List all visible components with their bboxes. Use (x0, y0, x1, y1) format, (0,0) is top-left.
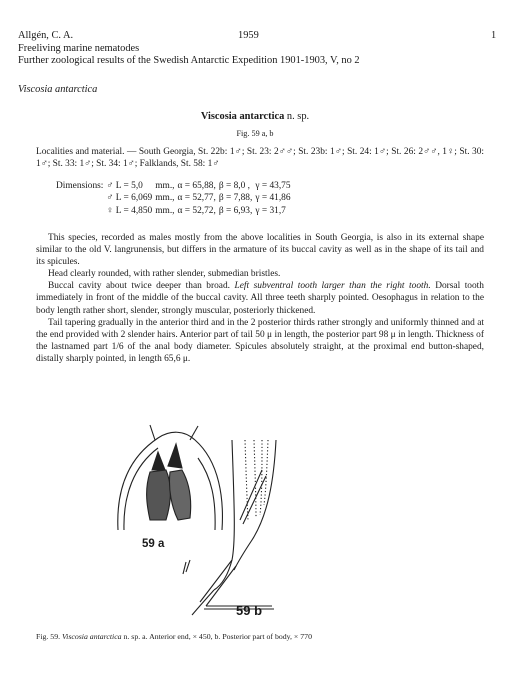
series-title: Freeliving marine nematodes (18, 42, 140, 54)
alpha-cell: α = 52,77, (177, 193, 216, 204)
paragraph-shape: This species, recorded as males mostly from the above localities in South Georgia, is also in its external shape similar to the old V. langrunensis, but differs in the armature of its buccal cavity as well as in the shape of its tail and its spicules. (36, 233, 484, 268)
figure-reference: Fig. 59 a, b (236, 129, 274, 138)
unit-cell: mm., (155, 193, 175, 204)
anterior-end-drawing (118, 425, 223, 530)
posterior-end-drawing (183, 440, 276, 615)
running-header (18, 30, 360, 68)
emphasis-tooth: Left subventral tooth larger than the right tooth. (234, 281, 431, 292)
figure-caption: Fig. 59. Viscosia antarctica n. sp. a. Anterior end, × 450, b. Posterior part of body, × 770 (36, 632, 312, 641)
dimensions-table (56, 180, 294, 217)
alpha-cell: α = 52,72, (177, 205, 216, 216)
description-text (36, 232, 484, 365)
gamma-cell: γ = 43,75 (255, 181, 291, 191)
figure-label-b: 59 b (236, 603, 263, 618)
source-title: Further zoological results of the Swedish Antarctic Expedition 1901-1903, V, no 2 (18, 55, 360, 67)
dimensions-block (56, 180, 294, 217)
species-suffix: n. sp. (284, 111, 310, 122)
dimensions-label: Dimensions: (56, 181, 104, 191)
dimensions-row (56, 205, 294, 217)
gamma-cell: γ = 41,86 (255, 193, 291, 204)
paragraph-buccal-cavity: Buccal cavity about twice deeper than broad. Left subventral tooth larger than the right tooth. Dorsal tooth immediately in front of the middle of the buccal cavity. All three teeth sharply pointed. Oesophagus in relation to the body length rather short, slender, strongly muscular, posteriorly thickened. (36, 281, 484, 316)
paragraph-tail: Tail tapering gradually in the anterior third and in the 2 posterior thirds rather strongly and uniformly thinned and at the end provided with 2 slender hairs. Anterior part of tail 50 μ in length, the posterior part 98 μ in length. Thickness of the lastnamed part 1/6 of the anal body diameter. Spicules absolutely straight, at the proximal end button-shaped, distally sharply pointed, in length 65,6 μ. (36, 317, 484, 364)
species-heading (0, 111, 510, 122)
page-number: 1 (491, 30, 497, 41)
gamma-cell: γ = 31,7 (255, 205, 286, 216)
caption-species: Viscosia antarctica (62, 632, 122, 641)
species-name: Viscosia antarctica (200, 111, 285, 122)
length-cell: ♀ L = 4,850 (106, 205, 153, 216)
unit-cell: mm., (155, 205, 175, 216)
year: 1959 (238, 30, 259, 41)
length-cell: ♂ L = 5,0 (106, 181, 143, 191)
paragraph-head: Head clearly rounded, with rather slender, submedian bristles. (48, 269, 281, 280)
unit-cell: mm., (155, 181, 175, 191)
beta-cell: β = 7,88, (218, 193, 253, 204)
figure-label-a: 59 a (142, 538, 165, 550)
length-cell: ♂ L = 6,069 (106, 193, 153, 204)
section-title: Viscosia antarctica (18, 84, 98, 95)
localities-paragraph: Localities and material. — South Georgia, St. 22b: 1♂; St. 23: 2♂♂; St. 23b: 1♂; St. 24: 1♂; St. 26: 2♂♂, 1♀; St. 30: 1♂; St. 33: 1♂; St. 34: 1♂; Falklands, St. 58: 1♂ (36, 147, 484, 170)
alpha-cell: α = 65,88, (177, 181, 216, 191)
beta-cell: β = 6,93, (218, 205, 253, 216)
dimensions-row (56, 192, 294, 204)
author: Allgén, C. A. (18, 30, 74, 41)
beta-cell: β = 8,0 , (218, 181, 250, 191)
dimensions-row (56, 180, 294, 192)
